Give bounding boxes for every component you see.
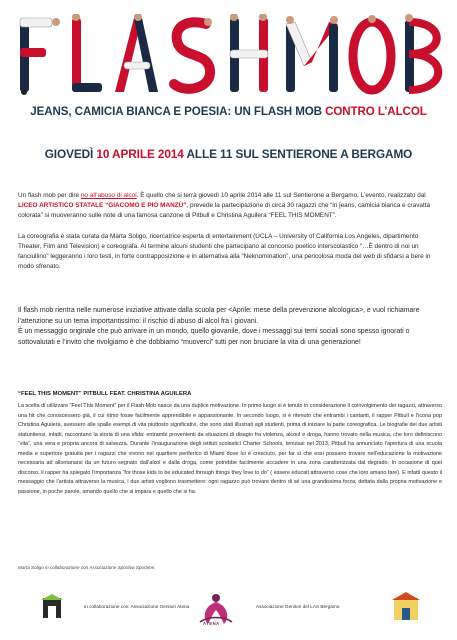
headline-part2: CONTRO L’ALCOL <box>325 105 427 118</box>
message-text <box>18 306 442 348</box>
p1-b: . È quello che si terrà giovedì 10 aprile 2014 alle 11 sul Sentierone a Bergamo. L’evento, realizzato dal <box>136 192 426 199</box>
date-part1: GIOVEDÌ <box>44 147 97 161</box>
collab-text: In collaborazione con: Associazione Genitori Atena <box>84 604 190 609</box>
flashmob-logo <box>16 14 444 96</box>
message-paragraph-1: Il flash mob rientra nelle numerose iniziative attivate dalla scuola per <Aprile: mese della prevenzione alcologica>, e vuol richiamare l’attenzione su un tema importantissimo: il rischio di abuso di alcol fra i giovani. <box>18 307 420 325</box>
date-part2: 10 APRILE 2014 <box>96 147 184 161</box>
headline <box>0 105 457 118</box>
headline-part1: JEANS, CAMICIA BIANCA E POESIA: UN FLASH MOB <box>30 105 326 118</box>
atena-label: ATENA <box>203 621 220 626</box>
p1-c: , prevede la partecipazione di circa 30 ragazzi che “in jeans, camicia bianca e cravatta colorata” si muoveranno sulle note di una famosa canzone di Pitbull e Christina Aguilera “FEEL THIS MOMENT”. <box>18 202 431 220</box>
las-logo-icon <box>392 592 420 622</box>
song-subhead: “FEEL THIS MOMENT” PITBULL FEAT. CHRISTINA AGUILERA <box>18 391 192 397</box>
footer <box>0 584 457 634</box>
intro-paragraph-2: La coreografia è stata curata da Marta Soligo, ricercatrice esperta di entertainment (UCLA – University of California Los Angeles, dipartimento Theater, Film and Television) e coreografa. Al termine alcuni studenti che partecipano al concorso poetico interscolastico “…È dentro di noi un fanciullino” leggeranno i loro testi, in forte contrapposizione e in alternativa alla “Neknomination”, una pericolosa moda del web di sfidarsi a bere in modo sfrenato. <box>18 232 431 271</box>
date-part3: ALLE 11 SUL SENTIERONE A BERGAMO <box>183 147 413 161</box>
las-text: Associazione Genitori del LAS Bergamo <box>256 604 340 609</box>
school-logo-icon <box>41 594 63 620</box>
message-paragraph-2: È un messaggio originale che può arrivare in un mondo, quello giovanile, dove i messaggi sui temi sociali sono spesso ignorati o sottovalutati e l’invito che rivolgiamo è che dobbiamo “muoverci” tutti per non bruciare la vita di una generazione! <box>18 328 410 346</box>
song-explanation: La scelta di utilizzare “Feel This Moment” per il Flash Mob nasce da una duplice motivazione. In primo luogo si è tenuto in considerazione il coinvolgimento dei ragazzi, attraverso una hit che conoscessero già, il cui ritmo fosse facilmente apprendibile e appassionante. In secondo luogo, si è ritenuto che entrambi i cantanti, il rapper Pitbull e l’icona pop Christina Aguilera, avessero alle spalle esempi di vita piuttosto significativi, che sono stati illustrati agli studenti, prima di iniziare la parte coreografica. Le biografie dei due artisti statunitensi, infatti, raccontano la storia di una sfida: entrambi provenienti da situazioni di disagio fra violenza, alcool e droga, hanno trovato nella musica, che loro definiscono “vita”, una vera e propria ancora di salvezza. Durante l’inaugurazione degli istituti scolastici Charter Schools, tenutasi nel 2013, Pitbull ha annunciato l’apertura di una scuola media e superiore gratuita per i ragazzi che vivono nel quartiere periferico di Miami dove lui è cresciuto, per far sì che essi possano trovare nell’educazione la motivazione necessaria ad allontanarsi da un futuro segnato dall’alcol e dalla droga, come potrebbe facilmente accadere in una zona caratterizzata dal degrado. In occasione di quel discorso, il rapper ha spiegato l’importanza “for those kids to be educated through things they love to do” ( essere educati attraverso cose che loro amano fare). E infatti questo il messaggio che l’artista attraverso la musica, i due artisti vogliono trasmettere: ogni ragazzo può trovare dentro di sé una grandissima forza, dettata dalla propria motivazione e passione, in poche parole, amando quello che si impara e quello che si ha. <box>18 403 442 495</box>
p1-school: LICEO ARTISTICO STATALE “GIACOMO E PIO MANZÙ” <box>18 202 187 210</box>
event-date <box>0 147 457 161</box>
human-letters-icon <box>16 14 444 96</box>
intro-paragraph-1 <box>18 191 442 222</box>
credit-line: Marta Soligo in collaborazione con Associazione Sportiva Sportime. <box>18 565 156 570</box>
p1-red: no all’abuso di alcol <box>80 192 137 199</box>
p1-a: Un flash mob per dire <box>18 192 81 199</box>
intro-text <box>18 191 442 282</box>
